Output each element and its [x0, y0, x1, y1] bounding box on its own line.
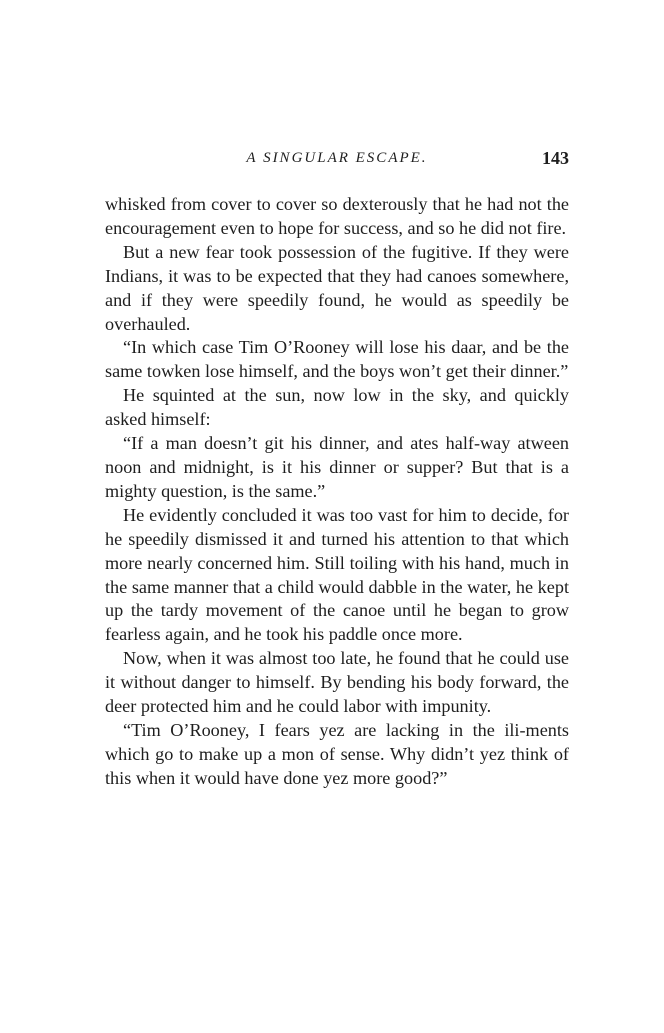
- paragraph: But a new fear took possession of the fugitive. If they were Indians, it was to be expected that they had canoes somewhere, and if they were speedily found, he would as speedily be overhauled.: [105, 241, 569, 334]
- page-number: 143: [542, 148, 569, 168]
- paragraph: Now, when it was almost too late, he found that he could use it without danger to himself. By bending his body forward, the deer protected him and he could labor with impunity.: [105, 648, 569, 717]
- paragraph-dialogue: “If a man doesn’t git his dinner, and ates half-way atween noon and midnight, is it his dinner or supper? But that is a mighty question, is the same.”: [105, 433, 569, 501]
- paragraph: He squinted at the sun, now low in the sky, and quickly asked himself:: [105, 385, 569, 430]
- paragraph: He evidently concluded it was too vast for him to decide, for he speedily dismissed it and turned his attention to that which more nearly concerned him. Still toiling with his hand, much in the same manner that a child would dabble in the water, he kept up the tardy movement of the canoe until he began to grow fearless again, and he took his paddle once more.: [105, 504, 569, 645]
- running-header: [105, 150, 569, 176]
- paragraph-dialogue: “In which case Tim O’Rooney will lose his daar, and be the same towken lose himself, and the boys won’t get their dinner.”: [105, 337, 569, 382]
- paragraph-dialogue: “Tim O’Rooney, I fears yez are lacking in the ili-ments which go to make up a mon of sense. Why didn’t yez think of this when it would have done yez more good?”: [105, 719, 569, 788]
- running-title: A SINGULAR ESCAPE.: [246, 150, 428, 166]
- paragraph-continued: whisked from cover to cover so dexterously that he had not the encouragement even to hope for success, and so he did not fire.: [105, 194, 569, 238]
- body-text: [105, 193, 569, 791]
